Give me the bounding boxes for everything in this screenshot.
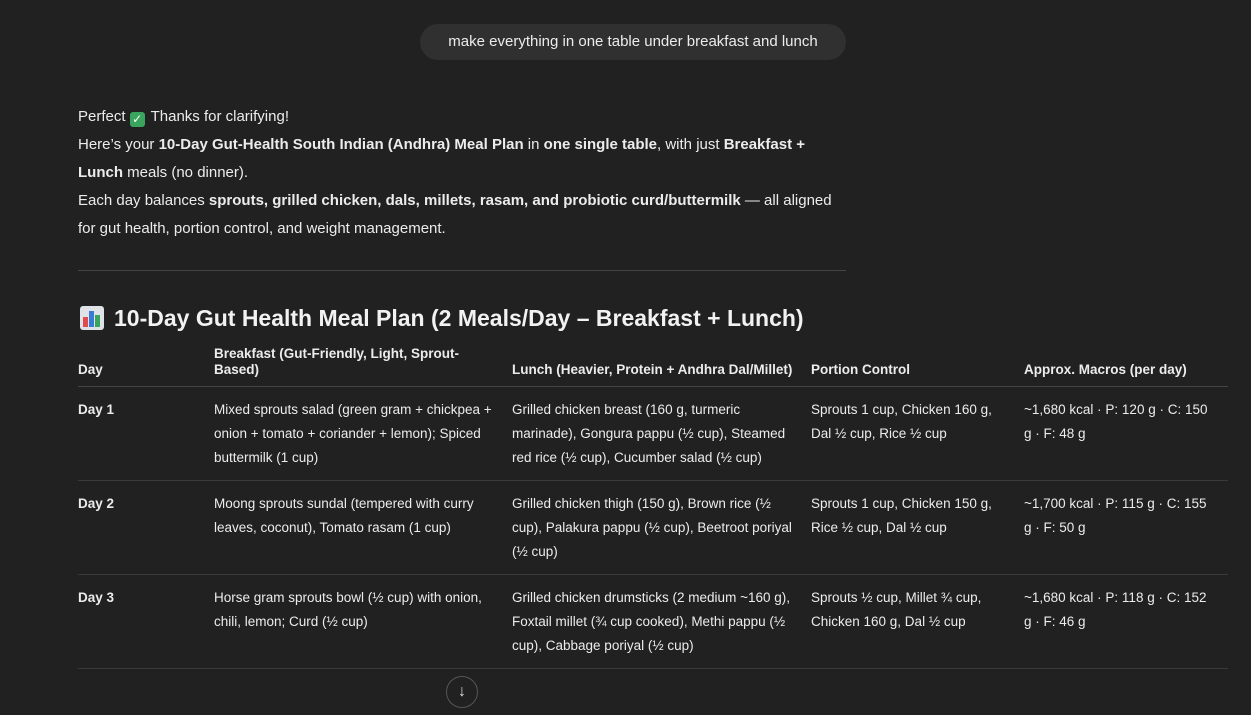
cell-breakfast: Moong sprouts sundal (tempered with curry leaves, coconut), Tomato rasam (1 cup) bbox=[214, 481, 512, 575]
reply-paragraph-2: Here’s your 10-Day Gut-Health South Indian (Andhra) Meal Plan in one single table, with just Breakfast + Lunch meals (no dinner). bbox=[78, 136, 806, 181]
cell-macros: ~1,700 kcal · P: 115 g · C: 155 g · F: 50 g bbox=[1024, 481, 1228, 575]
check-mark-icon: ✓ bbox=[130, 112, 145, 127]
table-row bbox=[78, 575, 1228, 669]
cell-lunch: Grilled chicken thigh (150 g), Brown rice (½ cup), Palakura pappu (½ cup), Beetroot poriyal (½ cup) bbox=[512, 481, 811, 575]
section-divider bbox=[78, 270, 846, 271]
cell-day: Day 2 bbox=[78, 481, 214, 575]
reply-paragraph-3: Each day balances sprouts, grilled chicken, dals, millets, rasam, and probiotic curd/buttermilk — all aligned for gut health, portion control, and weight management. bbox=[78, 192, 832, 237]
cell-lunch: Grilled chicken breast (160 g, turmeric marinade), Gongura pappu (½ cup), Steamed red rice (½ cup), Cucumber salad (½ cup) bbox=[512, 387, 811, 481]
scroll-to-bottom-button[interactable] bbox=[446, 676, 478, 708]
reply-perfect-text: Perfect bbox=[78, 108, 126, 125]
cell-portion: Sprouts ½ cup, Millet ¾ cup, Chicken 160 g, Dal ½ cup bbox=[811, 575, 1024, 669]
assistant-reply bbox=[78, 103, 853, 243]
header-breakfast: Breakfast (Gut-Friendly, Light, Sprout-Based) bbox=[214, 346, 512, 387]
cell-day: Day 1 bbox=[78, 387, 214, 481]
meal-plan-table bbox=[78, 346, 1228, 669]
cell-portion: Sprouts 1 cup, Chicken 150 g, Rice ½ cup, Dal ½ cup bbox=[811, 481, 1024, 575]
reply-line-1 bbox=[78, 103, 853, 131]
cell-breakfast: Horse gram sprouts bowl (½ cup) with onion, chili, lemon; Curd (½ cup) bbox=[214, 575, 512, 669]
table-row bbox=[78, 387, 1228, 481]
cell-breakfast: Mixed sprouts salad (green gram + chickpea + onion + tomato + coriander + lemon); Spiced buttermilk (1 cup) bbox=[214, 387, 512, 481]
bar-chart-icon bbox=[80, 306, 104, 330]
table-header-row bbox=[78, 346, 1228, 387]
reply-thanks-text: Thanks for clarifying! bbox=[146, 108, 289, 125]
header-macros: Approx. Macros (per day) bbox=[1024, 346, 1228, 387]
header-lunch: Lunch (Heavier, Protein + Andhra Dal/Millet) bbox=[512, 346, 811, 387]
cell-day: Day 3 bbox=[78, 575, 214, 669]
cell-lunch: Grilled chicken drumsticks (2 medium ~160 g), Foxtail millet (¾ cup cooked), Methi pappu (½ cup), Cabbage poriyal (½ cup) bbox=[512, 575, 811, 669]
table-row bbox=[78, 481, 1228, 575]
arrow-down-icon: ↓ bbox=[458, 683, 466, 700]
user-message-bubble: make everything in one table under breakfast and lunch bbox=[420, 24, 846, 60]
plan-title-bold: 10-Day Gut-Health South Indian (Andhra) Meal Plan bbox=[158, 136, 524, 153]
header-portion: Portion Control bbox=[811, 346, 1024, 387]
cell-macros: ~1,680 kcal · P: 118 g · C: 152 g · F: 46 g bbox=[1024, 575, 1228, 669]
cell-portion: Sprouts 1 cup, Chicken 160 g, Dal ½ cup, Rice ½ cup bbox=[811, 387, 1024, 481]
section-heading bbox=[80, 300, 804, 336]
header-day: Day bbox=[78, 346, 214, 387]
cell-macros: ~1,680 kcal · P: 120 g · C: 150 g · F: 48 g bbox=[1024, 387, 1228, 481]
heading-text: 10-Day Gut Health Meal Plan (2 Meals/Day – Breakfast + Lunch) bbox=[114, 305, 804, 331]
